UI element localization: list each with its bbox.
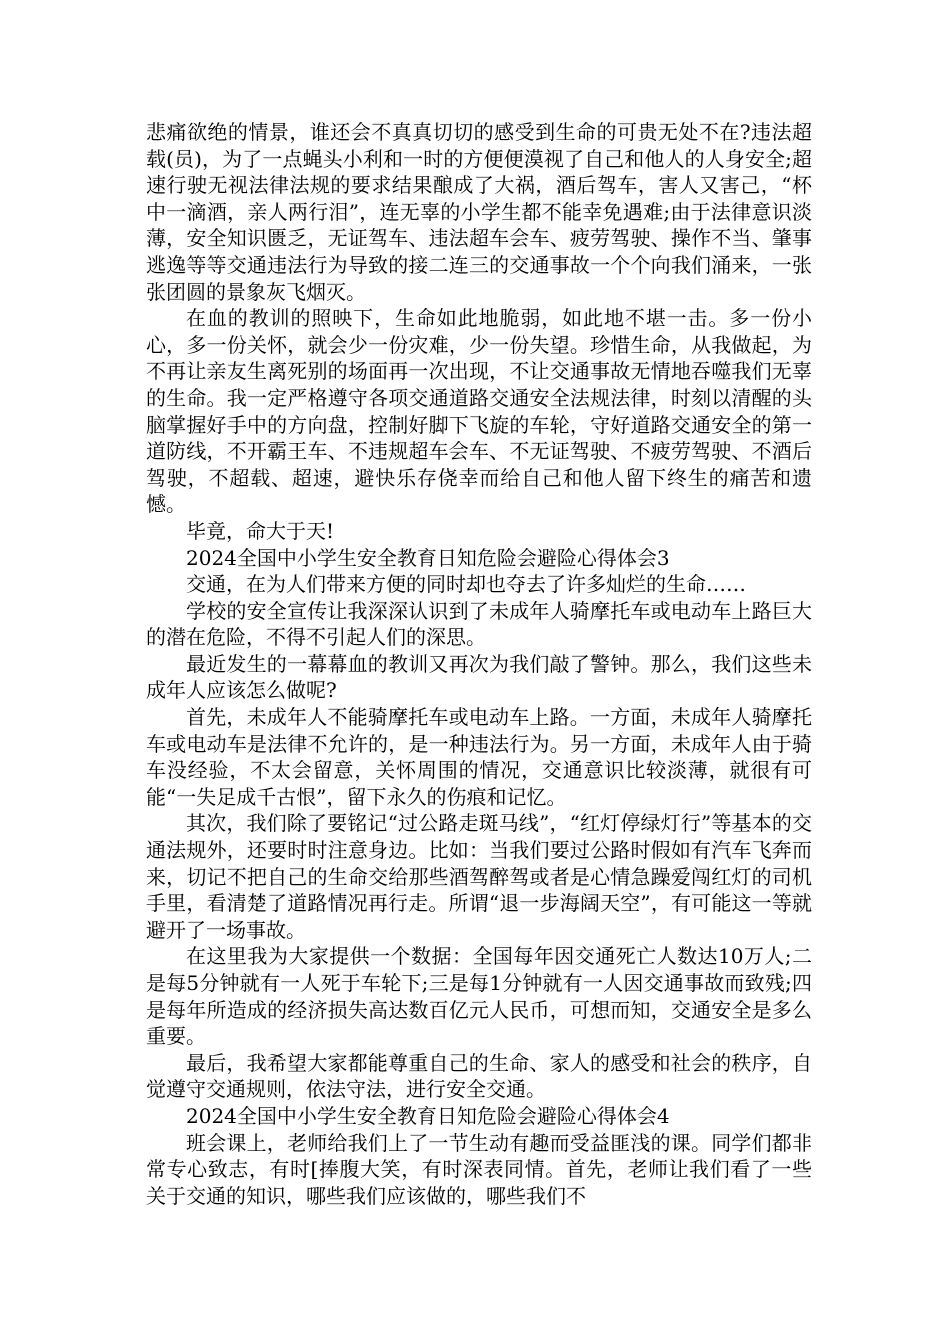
paragraph-10: 最后，我希望大家都能尊重自己的生命、家人的感受和社会的秩序，自觉遵守交通规则，依法守法，进行安全交通。 bbox=[146, 1050, 812, 1102]
paragraph-6: 最近发生的一幕幕血的教训又再次为我们敲了警钟。那么，我们这些未成年人应该怎么做呢? bbox=[146, 651, 812, 703]
section-heading-4: 2024全国中小学生安全教育日知危险会避险心得体会4 bbox=[186, 1103, 670, 1128]
paragraph-9: 在这里我为大家提供一个数据：全国每年因交通死亡人数达10万人;二是每5分钟就有一人死于车轮下;三是每1分钟就有一人因交通事故而致残;四是每年所造成的经济损失高达数百亿元人民币，可想而知，交通安全是多么重要。 bbox=[146, 944, 812, 1049]
paragraph-4: 交通，在为人们带来方便的同时却也夺去了许多灿烂的生命…… bbox=[186, 572, 746, 597]
paragraph-11: 班会课上，老师给我们上了一节生动有趣而受益匪浅的课。同学们都非常专心致志，有时[捧腹大笑，有时深表同情。首先，老师让我们看了一些关于交通的知识，哪些我们应该做的，哪些我们不 bbox=[146, 1130, 812, 1208]
paragraph-5: 学校的安全宣传让我深深认识到了未成年人骑摩托车或电动车上路巨大的潜在危险，不得不引起人们的深思。 bbox=[146, 598, 812, 650]
paragraph-7: 首先，未成年人不能骑摩托车或电动车上路。一方面，未成年人骑摩托车或电动车是法律不允许的，是一种违法行为。另一方面，未成年人由于骑车没经验，不太会留意，关怀周围的情况，交通意识比较淡薄，就很有可能“一失足成千古恨”，留下永久的伤痕和记忆。 bbox=[146, 705, 812, 809]
document-page bbox=[146, 119, 812, 1209]
paragraph-8: 其次，我们除了要铭记“过公路走斑马线”，“红灯停绿灯行”等基本的交通法规外，还要时时注意身边。比如：当我们要过公路时假如有汽车飞奔而来，切记不把自己的生命交给那些酒驾醉驾或者是心情急躁爱闯红灯的司机手里，看清楚了道路情况再行走。所谓“退一步海阔天空”，有可能这一等就避开了一场事故。 bbox=[146, 811, 812, 942]
paragraph-3: 毕竟，命大于天! bbox=[186, 518, 335, 543]
paragraph-2: 在血的教训的照映下，生命如此地脆弱，如此地不堪一击。多一份小心，多一份关怀，就会少一份灾难，少一份失望。珍惜生命，从我做起，为不再让亲友生离死别的场面再一次出现，不让交通事故无情地吞噬我们无辜的生命。我一定严格遵守各项交通道路交通安全法规法律，时刻以清醒的头脑掌握好手中的方向盘，控制好脚下飞旋的车轮，守好道路交通安全的第一道防线，不开霸王车、不违规超车会车、不无证驾驶、不疲劳驾驶、不酒后驾驶，不超载、超速，避快乐存侥幸而给自己和他人留下终生的痛苦和遗憾。 bbox=[146, 306, 812, 517]
paragraph-1: 悲痛欲绝的情景，谁还会不真真切切的感受到生命的可贵无处不在?违法超载(员)，为了一点蝇头小利和一时的方便便漠视了自己和他人的人身安全;超速行驶无视法律法规的要求结果酿成了大祸，酒后驾车，害人又害己，“杯中一滴酒，亲人两行泪”，连无辜的小学生都不能幸免遇难;由于法律意识淡薄，安全知识匮乏，无证驾车、违法超车会车、疲劳驾驶、操作不当、肇事逃逸等等交通违法行为导致的接二连三的交通事故一个个向我们涌来，一张张团圆的景象灰飞烟灭。 bbox=[146, 120, 812, 304]
section-heading-3: 2024全国中小学生安全教育日知危险会避险心得体会3 bbox=[186, 545, 670, 570]
